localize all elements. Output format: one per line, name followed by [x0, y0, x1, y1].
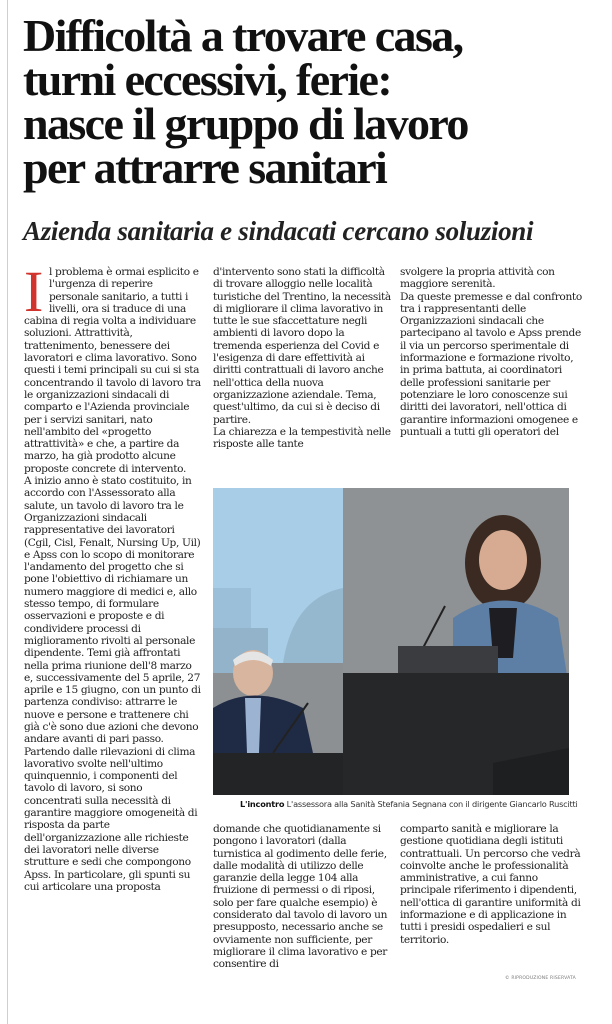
headline-line: turni eccessivi, ferie: — [23, 54, 392, 105]
article-photo — [213, 488, 569, 795]
column-2-top — [213, 266, 393, 450]
subheadline: Azienda sanitaria e sindacati cercano soluzioni — [23, 216, 534, 246]
paragraph — [24, 259, 202, 475]
drop-cap: I — [24, 259, 43, 324]
headline-line: Difficoltà a trovare casa, — [23, 10, 463, 61]
paragraph: domande che quotidianamente si pongono i lavoratori (dalla turnistica al godimento delle ferie, dalle modalità di utilizzo delle garanzie della legge 104 alla fruizione di permessi o di riposi, solo per fare qualche esempio) è considerato dal tavolo di lavoro un presupposto, necessario anche se ovviamente non sufficiente, per migliorare il clima lavorativo e per consentire di — [213, 823, 388, 971]
laptop — [398, 646, 498, 676]
paragraph: A inizio anno è stato costituito, in accordo con l'Assessorato alla salute, un tavolo di lavoro tra le Organizzazioni sindacali rappresentative dei lavoratori (Cgil, Cisl, Fenalt, Nursing Up, Uil) e Apss con lo scopo di monitorare l'andamento del progetto che si pone l'obiettivo di richiamare un numero maggiore di medici e, allo stesso tempo, di formulare osservazioni e proposte e di condividere processi di miglioramento rivolti al personale dipendente. Temi già affrontati nella prima riunione dell'8 marzo e, successivamente del 5 aprile, 27 aprile e 15 giugno, con un punto di partenza condiviso: attrarre le nuove e persone e trattenere chi già c'è sono due azioni che devono andare avanti di pari passo. — [24, 475, 201, 746]
paragraph: Da queste premesse e dal confronto tra i rappresentanti delle Organizzazioni sindacali che partecipano al tavolo e Apss prende il via un percorso sperimentale di informazione e formazione rivolto, in prima battuta, ai coordinatori delle professioni sanitarie per potenziare le loro conoscenze sui diritti dei lavoratori, nell'ottica di garantire informazioni omogenee e puntuali a tutti gli operatori del — [400, 290, 582, 438]
paragraph-text: l problema è ormai esplicito e l'urgenza di reperire personale sanitario, a tutti i livelli, ora si traduce di una cabina di regia volta a individuare soluzioni. Attrattività, trattenimento, benessere dei lavoratori e clima lavorativo. Sono questi i temi principali su cui si sta concentrando il tavolo di lavoro tra le organizzazioni sindacali di comparto e l'Azienda provinciale per i servizi sanitari, nato nell'ambito del «progetto attrattività» e che, a partire da marzo, ha già prodotto alcune proposte concrete di intervento. — [24, 266, 201, 475]
headline — [23, 10, 603, 193]
column-3-top — [400, 266, 582, 438]
paragraph: Partendo dalle rilevazioni di clima lavorativo svolte nell'ultimo quinquennio, i componenti del tavolo di lavoro, si sono concentrati sulla necessità di garantire maggiore omogeneità di risposta da parte dell'organizzazione alle richieste dei lavoratori nelle diverse strutture e sedi che compongono Apss. In particolare, gli spunti su cui articolare una proposta — [24, 745, 198, 893]
woman-face — [479, 530, 527, 590]
photo-caption — [240, 798, 580, 810]
caption-lead: L'incontro — [240, 799, 285, 809]
paragraph: comparto sanità e migliorare la gestione quotidiana degli istituti contrattuali. Un percorso che vedrà coinvolte anche le professionalità amministrative, a cui fanno principale riferimento i dipendenti, nell'ottica di garantire uniformità di informazione e di applicazione in tutti i presidi ospedalieri e sul territorio. — [400, 823, 581, 946]
column-3-bottom — [400, 823, 582, 946]
headline-line: nasce il gruppo di lavoro — [23, 98, 468, 149]
paragraph: svolgere la propria attività con maggiore serenità. — [400, 266, 555, 291]
caption-text: L'assessora alla Sanità Stefania Segnana con il dirigente Giancarlo Ruscitti — [286, 799, 578, 809]
headline-line: per attrarre sanitari — [23, 142, 387, 193]
page-margin-rule — [7, 0, 8, 1024]
photo-illustration — [213, 488, 569, 795]
copyright-notice: © RIPRODUZIONE RISERVATA — [505, 976, 576, 981]
paragraph: La chiarezza e la tempestività nelle risposte alle tante — [213, 425, 391, 451]
column-1 — [24, 259, 202, 893]
paragraph: d'intervento sono stati la difficoltà di trovare alloggio nelle località turistiche del Trentino, la necessità di migliorare il clima lavorativo in tutte le sue sfaccettature negli ambienti di lavoro dopo la tremenda esperienza del Covid e l'esigenza di dare effettività ai diritti contrattuali di lavoro anche nell'ottica della nuova organizzazione aziendale. Tema, quest'ultimo, da cui si è deciso di partire. — [213, 266, 391, 426]
column-2-bottom — [213, 823, 393, 971]
